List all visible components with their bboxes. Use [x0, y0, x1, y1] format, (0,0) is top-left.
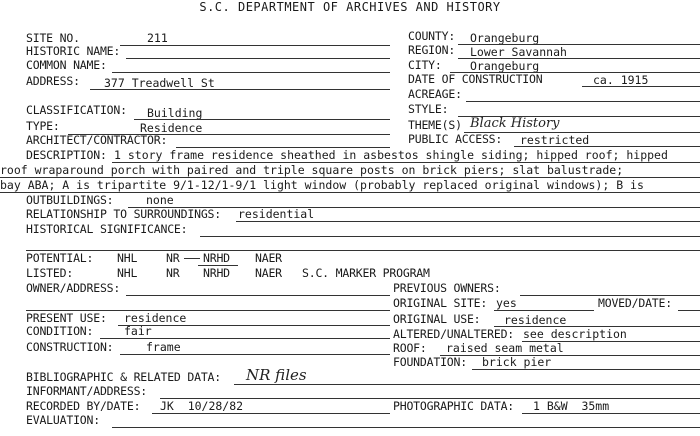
surroundings-line: [236, 221, 700, 222]
common-name-line: [112, 72, 390, 73]
moved-date-label: MOVED/DATE:: [598, 296, 672, 310]
construction-label: CONSTRUCTION:: [26, 340, 114, 354]
photographic-data-line: [522, 413, 700, 414]
photographic-data-value: 1 B&W 35mm: [533, 399, 610, 413]
date-of-construction-label: DATE OF CONSTRUCTION: [408, 72, 543, 86]
type-value: Residence: [140, 121, 203, 135]
acreage-line: [466, 101, 700, 102]
owner-address-line: [126, 295, 390, 296]
foundation-label: FOUNDATION:: [393, 355, 467, 369]
address-label: ADDRESS:: [26, 74, 80, 88]
potential-nhl: NHL: [117, 251, 138, 265]
original-site-value: yes: [496, 296, 517, 310]
original-use-value: residence: [504, 313, 567, 327]
previous-owners-label: PREVIOUS OWNERS:: [393, 281, 501, 295]
listed-nhl: NHL: [117, 266, 138, 280]
description-rule-2: [0, 177, 700, 178]
outbuildings-value: none: [146, 193, 174, 207]
present-use-value: residence: [124, 311, 187, 325]
date-of-construction-value: ca. 1915: [593, 73, 649, 87]
outbuildings-label: OUTBUILDINGS:: [26, 193, 114, 207]
roof-label: ROOF:: [393, 341, 427, 355]
evaluation-line: [112, 427, 700, 428]
form-header: S.C. DEPARTMENT OF ARCHIVES AND HISTORY: [199, 0, 501, 14]
historic-name-line: [126, 58, 390, 59]
themes-value: Black History: [470, 116, 560, 131]
county-value: Orangeburg: [470, 31, 540, 45]
themes-label: THEME(S): [408, 118, 462, 132]
classification-value: Building: [147, 106, 203, 120]
construction-line: [120, 354, 390, 355]
address-line: [90, 89, 390, 90]
site-no-label: SITE NO.: [26, 31, 80, 45]
site-no-line: [120, 45, 390, 46]
roof-value: raised seam metal: [446, 341, 564, 355]
description-line-2: roof wraparound porch with paired and triple square posts on brick piers; slat balustrade;: [0, 163, 624, 177]
foundation-value: brick pier: [482, 355, 552, 369]
description-line-3: bay ABA; A is tripartite 9/1-12/1-9/1 light window (probably replaced original windows); B is: [0, 178, 644, 192]
condition-label: CONDITION:: [26, 324, 94, 338]
evaluation-label: EVALUATION:: [26, 413, 100, 427]
owner-address-label: OWNER/ADDRESS:: [26, 281, 121, 295]
potential-nr: NR: [166, 251, 180, 265]
public-access-label: PUBLIC ACCESS:: [408, 132, 503, 146]
historic-name-label: HISTORIC NAME:: [26, 44, 121, 58]
description-label: DESCRIPTION:: [26, 148, 107, 162]
condition-value: fair: [124, 324, 152, 338]
site-no-value: 211: [147, 31, 168, 45]
altered-value: see description: [523, 327, 627, 341]
recorded-by-line: [152, 413, 390, 414]
moved-date-line: [678, 310, 700, 311]
description-rule-1: [112, 162, 700, 163]
listed-nr: NR: [166, 266, 180, 280]
public-access-line: [514, 146, 700, 147]
architect-label: ARCHITECT/CONTRACTOR:: [26, 133, 168, 147]
original-site-line: [494, 310, 594, 311]
recorded-by-label: RECORDED BY/DATE:: [26, 399, 141, 413]
foundation-line: [472, 369, 700, 370]
condition-line: [100, 338, 390, 339]
region-label: REGION:: [408, 43, 456, 57]
significance-label: HISTORICAL SIGNIFICANCE:: [26, 222, 188, 236]
potential-naer: NAER: [255, 251, 282, 265]
potential-dash: [184, 258, 200, 259]
potential-nrhd: NRHD: [203, 251, 230, 265]
city-value: Orangeburg: [470, 59, 540, 73]
recorded-by-value: JK 10/28/82: [160, 399, 244, 413]
informant-label: INFORMANT/ADDRESS:: [26, 384, 148, 398]
present-use-label: PRESENT USE:: [26, 311, 107, 325]
classification-label: CLASSIFICATION:: [26, 103, 127, 117]
listed-sc-marker: S.C. MARKER PROGRAM: [302, 266, 430, 280]
photographic-data-label: PHOTOGRAPHIC DATA:: [393, 399, 515, 413]
construction-value: frame: [146, 340, 181, 354]
original-use-label: ORIGINAL USE:: [393, 312, 481, 326]
surroundings-value: residential: [238, 207, 315, 221]
potential-label: POTENTIAL:: [26, 251, 94, 265]
address-value: 377 Treadwell St: [104, 76, 215, 90]
type-label: TYPE:: [26, 119, 60, 133]
listed-label: LISTED:: [26, 266, 74, 280]
style-label: STYLE:: [408, 102, 449, 116]
description-line-1: 1 story frame residence sheathed in asbestos shingle siding; hipped roof; hipped: [114, 148, 668, 162]
present-use-line: [118, 325, 390, 326]
bibliographic-line: [234, 384, 700, 385]
listed-nrhd: NRHD: [203, 266, 230, 280]
surroundings-label: RELATIONSHIP TO SURROUNDINGS:: [26, 207, 221, 221]
county-label: COUNTY:: [408, 29, 456, 43]
original-site-label: ORIGINAL SITE:: [393, 296, 488, 310]
classification-line: [134, 119, 390, 120]
date-of-construction-line: [582, 86, 700, 87]
acreage-label: ACREAGE:: [408, 87, 462, 101]
region-value: Lower Savannah: [470, 45, 567, 59]
public-access-value: restricted: [520, 133, 590, 147]
bibliographic-value: NR files: [246, 366, 307, 384]
listed-naer: NAER: [255, 266, 282, 280]
roof-line: [440, 355, 700, 356]
significance-line: [200, 236, 700, 237]
altered-label: ALTERED/UNALTERED:: [393, 327, 515, 341]
common-name-label: COMMON NAME:: [26, 58, 107, 72]
city-label: CITY:: [408, 58, 442, 72]
bibliographic-label: BIBLIOGRAPHIC & RELATED DATA:: [26, 370, 221, 384]
